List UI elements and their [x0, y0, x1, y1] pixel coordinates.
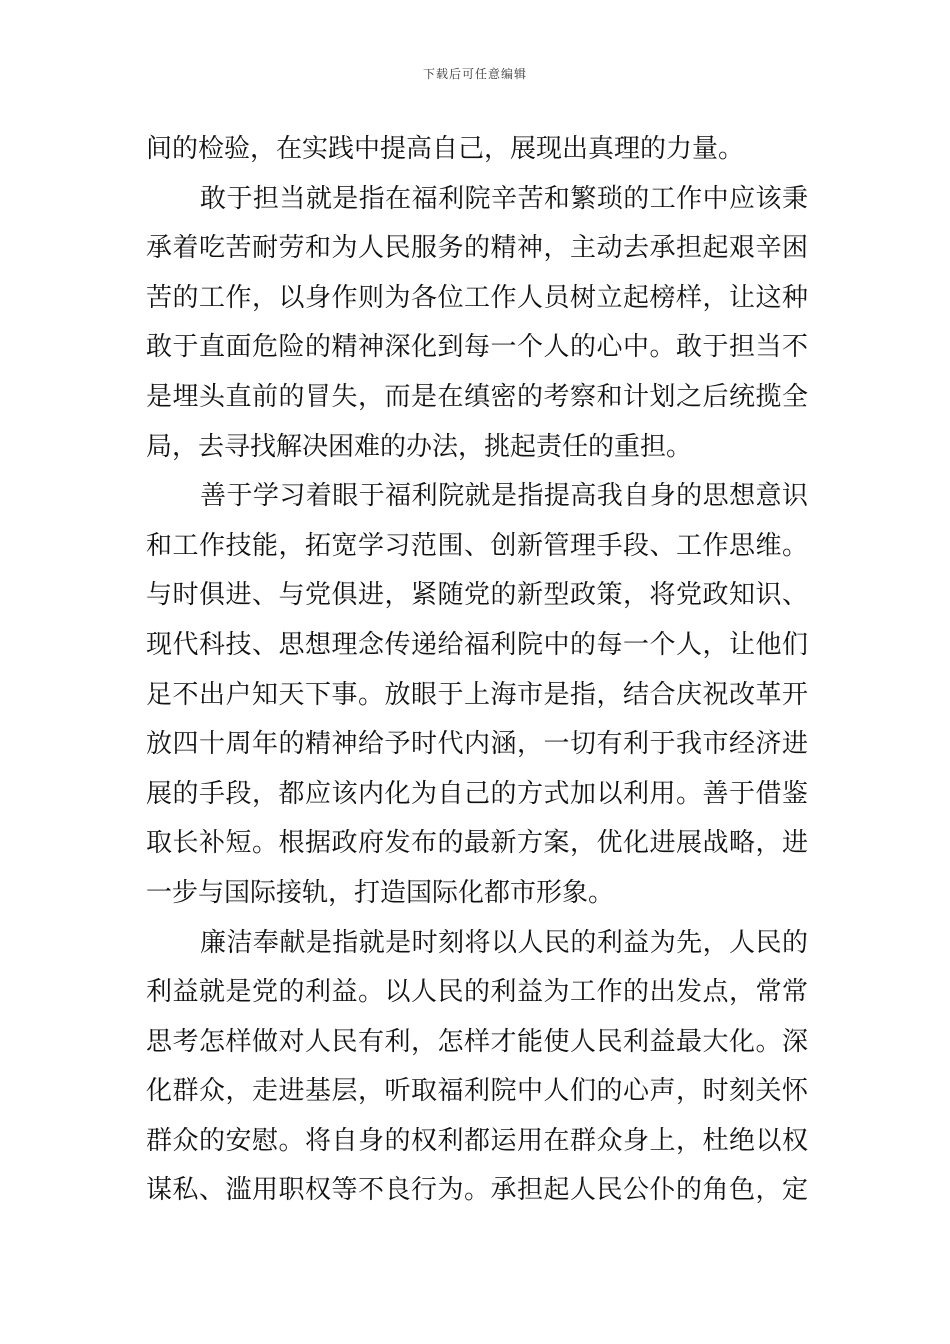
text-line: 利益就是党的利益。以人民的利益为工作的出发点，常常: [146, 977, 808, 1008]
text-line: 足不出户知天下事。放眼于上海市是指，结合庆祝改革开: [146, 679, 808, 710]
body-text: [146, 125, 808, 1216]
text-line: 取长补短。根据政府发布的最新方案，优化进展战略，进: [146, 828, 808, 859]
text-line: 局，去寻找解决困难的办法，挑起责任的重担。: [146, 431, 693, 462]
text-line: 承着吃苦耐劳和为人民服务的精神，主动去承担起艰辛困: [146, 233, 808, 264]
text-line: 和工作技能，拓宽学习范围、创新管理手段、工作思维。: [146, 530, 808, 561]
text-line: 间的检验，在实践中提高自己，展现出真理的力量。: [146, 134, 745, 164]
text-line: 是埋头直前的冒失，而是在缜密的考察和计划之后统揽全: [146, 381, 808, 412]
text-line: 展的手段，都应该内化为自己的方式加以利用。善于借鉴: [146, 778, 808, 809]
paragraph-first-line: 廉洁奉献是指就是时刻将以人民的利益为先，人民的: [200, 927, 808, 958]
page-header: 下载后可任意编辑: [422, 67, 527, 81]
text-line: 敢于直面危险的精神深化到每一个人的心中。敢于担当不: [146, 332, 808, 363]
text-line: 化群众，走进基层，听取福利院中人们的心声，时刻关怀: [146, 1076, 808, 1107]
text-line: 群众的安慰。将自身的权利都运用在群众身上，杜绝以权: [146, 1125, 808, 1156]
text-line: 思考怎样做对人民有利，怎样才能使人民利益最大化。深: [146, 1026, 808, 1057]
text-line: 放四十周年的精神给予时代内涵，一切有利于我市经济进: [146, 729, 808, 760]
paragraph-first-line: 敢于担当就是指在福利院辛苦和繁琐的工作中应该秉: [200, 183, 808, 214]
text-line: 谋私、滥用职权等不良行为。承担起人民公仆的角色，定: [146, 1175, 808, 1206]
text-line: 一步与国际接轨，打造国际化都市形象。: [146, 877, 615, 908]
text-line: 与时俱进、与党俱进，紧随党的新型政策，将党政知识、: [146, 580, 808, 611]
paragraph-first-line: 善于学习着眼于福利院就是指提高我自身的思想意识: [200, 481, 808, 512]
text-line: 现代科技、思想理念传递给福利院中的每一个人，让他们: [146, 629, 808, 660]
text-line: 苦的工作，以身作则为各位工作人员树立起榜样，让这种: [146, 282, 808, 313]
